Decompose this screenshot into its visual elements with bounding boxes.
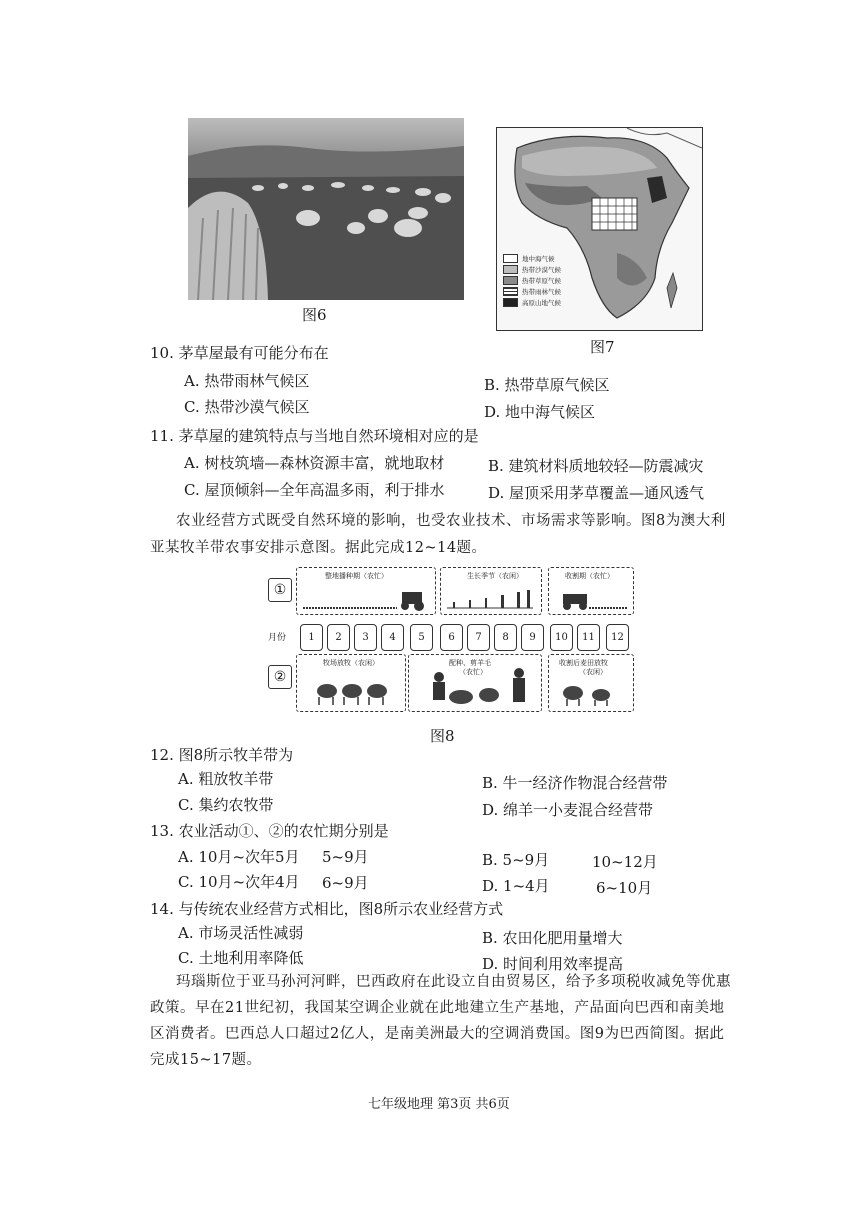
q11-option-a: A. 树枝筑墙—森林资源丰富，就地取材	[184, 454, 445, 472]
row2-box-label: 收割后麦田放牧	[559, 659, 608, 667]
row2-box-label: （农闲）	[579, 668, 607, 676]
legend-item	[503, 286, 583, 297]
row2-box-grazing	[296, 654, 406, 712]
month-cell: 2	[327, 624, 350, 651]
q12-stem: 12. 图8所示牧羊带为	[150, 746, 294, 764]
month-cell: 8	[494, 624, 517, 651]
q14-option-a: A. 市场灵活性减弱	[178, 924, 304, 942]
q13-option-a: A. 10月~次年5月	[178, 848, 300, 866]
q12-option-b: B. 牛一经济作物混合经营带	[482, 774, 668, 792]
q11-option-b: B. 建筑材料质地较轻—防震减灾	[488, 457, 704, 475]
row2-box-label: （农忙）	[459, 668, 487, 676]
q12-option-c: C. 集约农牧带	[178, 796, 274, 814]
month-cell: 10	[550, 624, 573, 651]
legend-item	[503, 297, 583, 308]
month-cell: 9	[521, 624, 544, 651]
month-cell: 7	[467, 624, 490, 651]
q13-stem: 13. 农业活动①、②的农忙期分别是	[150, 822, 389, 840]
fig6-caption: 图6	[302, 306, 327, 324]
legend-swatch	[503, 287, 518, 296]
row1-label: ①	[268, 578, 292, 602]
passage-12-14-line1: 农业经营方式既受自然环境的影响，也受农业技术、市场需求等影响。图8为澳大利	[176, 513, 726, 529]
fig8-caption: 图8	[430, 727, 455, 745]
shearing-icon	[409, 655, 541, 711]
q11-option-c: C. 屋顶倾斜—全年高温多雨，利于排水	[184, 481, 445, 499]
q10-stem: 10. 茅草屋最有可能分布在	[150, 344, 329, 362]
legend-item	[503, 253, 583, 264]
q13-option-b: B. 5~9月	[482, 851, 550, 869]
month-cell: 6	[440, 624, 463, 651]
q11-option-d: D. 屋顶采用茅草覆盖—通风透气	[488, 484, 705, 502]
q13-option-d: D. 1~4月	[482, 877, 550, 895]
row2-box-label: 配种、剪羊毛	[449, 659, 491, 667]
month-cell: 1	[300, 624, 323, 651]
q13-option-c-second: 6~9月	[322, 874, 369, 892]
legend-label: 地中海气候	[522, 255, 555, 263]
q13-option-d-second: 6~10月	[596, 879, 653, 897]
month-cell: 5	[410, 624, 433, 651]
legend-label: 热带草原气候	[522, 277, 561, 285]
legend-label: 高原山地气候	[522, 299, 561, 307]
sheep-grazing-icon	[297, 655, 405, 711]
q13-option-b-second: 10~12月	[592, 853, 658, 871]
sheep-field-icon	[549, 655, 633, 711]
thatched-hut-photo	[188, 118, 464, 300]
page-footer: 七年级地理 第3页 共6页	[368, 1097, 510, 1112]
legend-label: 热带雨林气候	[522, 288, 561, 296]
q14-option-c: C. 土地利用率降低	[178, 949, 304, 967]
legend-item	[503, 275, 583, 286]
legend-item	[503, 264, 583, 275]
africa-climate-map	[496, 127, 703, 331]
legend-swatch	[503, 265, 518, 274]
month-cell: 4	[381, 624, 404, 651]
month-cell: 12	[606, 624, 629, 651]
q12-option-d: D. 绵羊一小麦混合经营带	[482, 801, 654, 819]
month-cell: 3	[354, 624, 377, 651]
row1-box-label: 生长季节（农闲）	[467, 572, 523, 580]
q10-option-c: C. 热带沙漠气候区	[184, 398, 310, 416]
q10-option-b: B. 热带草原气候区	[484, 376, 610, 394]
q10-option-a: A. 热带雨林气候区	[184, 372, 310, 390]
q10-option-d: D. 地中海气候区	[484, 403, 596, 421]
row2-box-stubble-grazing	[548, 654, 634, 712]
map-legend	[503, 253, 583, 308]
crop-growth-icon	[441, 568, 541, 614]
tractor-icon	[297, 568, 435, 614]
month-cell: 11	[577, 624, 600, 651]
row2-label: ②	[268, 665, 292, 689]
passage-15-17-line3: 区消费者。巴西总人口超过2亿人，是南美洲最大的空调消费国。图9为巴西简图。据此	[150, 1026, 725, 1042]
q14-stem: 14. 与传统农业经营方式相比，图8所示农业经营方式	[150, 900, 504, 918]
passage-12-14-line2: 亚某牧羊带农事安排示意图。据此完成12~14题。	[150, 540, 487, 556]
row1-box-sowing	[296, 567, 436, 615]
passage-15-17-line4: 完成15~17题。	[150, 1052, 262, 1068]
legend-swatch	[503, 298, 518, 307]
row2-box-label: 牧场放牧（农闲）	[323, 659, 379, 667]
passage-15-17-line1: 玛瑙斯位于亚马孙河河畔，巴西政府在此设立自由贸易区，给予多项税收减免等优惠	[176, 974, 731, 990]
legend-swatch	[503, 276, 518, 285]
month-label: 月份	[268, 633, 287, 643]
legend-label: 热带沙漠气候	[522, 266, 561, 274]
passage-15-17-line2: 政策。早在21世纪初，我国某空调企业就在此地建立生产基地，产品面向巴西和南美地	[150, 1000, 725, 1016]
q14-option-b: B. 农田化肥用量增大	[482, 929, 623, 947]
row1-box-label: 收割期（农忙）	[565, 572, 614, 580]
q13-option-a-second: 5~9月	[322, 848, 369, 866]
fig7-caption: 图7	[590, 338, 615, 356]
farming-calendar-diagram	[262, 562, 637, 717]
harvester-icon	[549, 568, 633, 614]
legend-swatch	[503, 254, 518, 263]
q12-option-a: A. 粗放牧羊带	[178, 770, 274, 788]
q11-stem: 11. 茅草屋的建筑特点与当地自然环境相对应的是	[150, 427, 479, 445]
q13-option-c: C. 10月~次年4月	[178, 873, 300, 891]
row1-box-growing	[440, 567, 542, 615]
row1-box-label: 整地播种期（农忙）	[325, 572, 388, 580]
q14-option-d: D. 时间利用效率提高	[482, 955, 624, 973]
row2-box-breeding	[408, 654, 542, 712]
row1-box-harvest	[548, 567, 634, 615]
